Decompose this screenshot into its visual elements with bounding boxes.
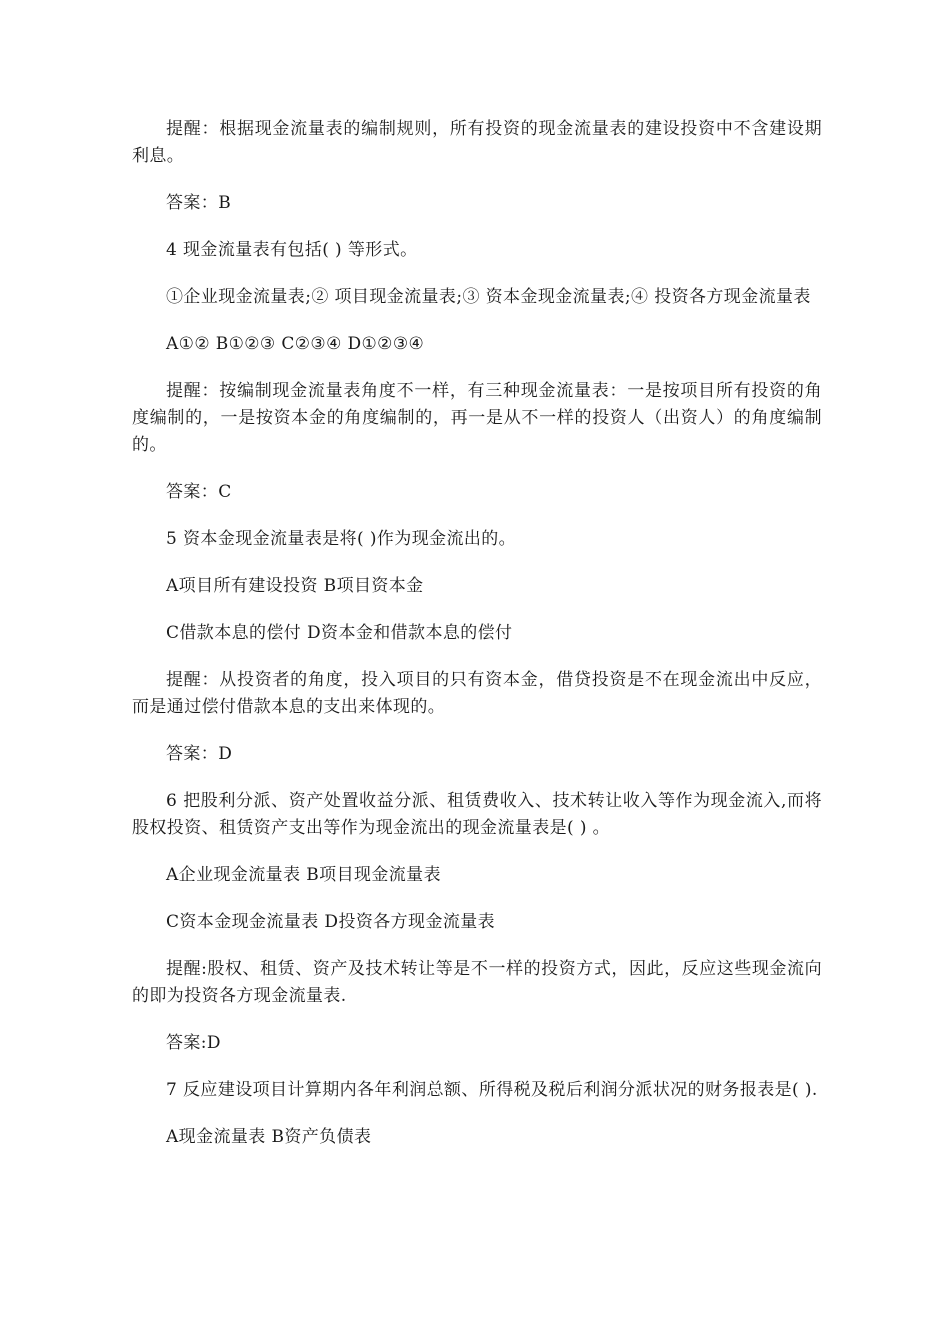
answer-line: 答案：D [166,744,233,764]
question-5-options-cd: C借款本息的偿付 D资本金和借款本息的偿付 [166,623,513,643]
hint-paragraph: 提醒:股权、租赁、资产及技术转让等是不一样的投资方式，因此，反应这些现金流向的即为投资各方现金流量表. [132,959,822,1006]
question-6-options-ab: A企业现金流量表 B项目现金流量表 [166,865,441,885]
answer-line: 答案:D [166,1033,221,1053]
hint-paragraph: 提醒：根据现金流量表的编制规则，所有投资的现金流量表的建设投资中不含建设期利息。 [132,119,822,166]
hint-paragraph: 提醒：按编制现金流量表角度不一样，有三种现金流量表：一是按项目所有投资的角度编制的，一是按资本金的角度编制的，再一是从不一样的投资人（出资人）的角度编制的。 [132,381,822,455]
question-4-items: ①企业现金流量表;② 项目现金流量表;③ 资本金现金流量表;④ 投资各方现金流量表 [166,287,811,307]
question-7: 7 反应建设项目计算期内各年利润总额、所得税及税后利润分派状况的财务报表是( ). [166,1080,818,1100]
question-4: 4 现金流量表有包括( ) 等形式。 [166,240,418,260]
question-6-options-cd: C资本金现金流量表 D投资各方现金流量表 [166,912,496,932]
question-6: 6 把股利分派、资产处置收益分派、租赁费收入、技术转让收入等作为现金流入,而将股权投资、租赁资产支出等作为现金流出的现金流量表是( ) 。 [132,791,822,838]
question-7-options-ab: A现金流量表 B资产负债表 [166,1127,372,1147]
answer-line: 答案：C [166,482,232,502]
document-page [132,116,822,1171]
question-5: 5 资本金现金流量表是将( )作为现金流出的。 [166,529,517,549]
answer-line: 答案：B [166,193,232,213]
question-5-options-ab: A项目所有建设投资 B项目资本金 [166,576,424,596]
question-4-options: A①② B①②③ C②③④ D①②③④ [166,334,425,354]
hint-paragraph: 提醒：从投资者的角度，投入项目的只有资本金，借贷投资是不在现金流出中反应，而是通过偿付借款本息的支出来体现的。 [132,670,822,717]
